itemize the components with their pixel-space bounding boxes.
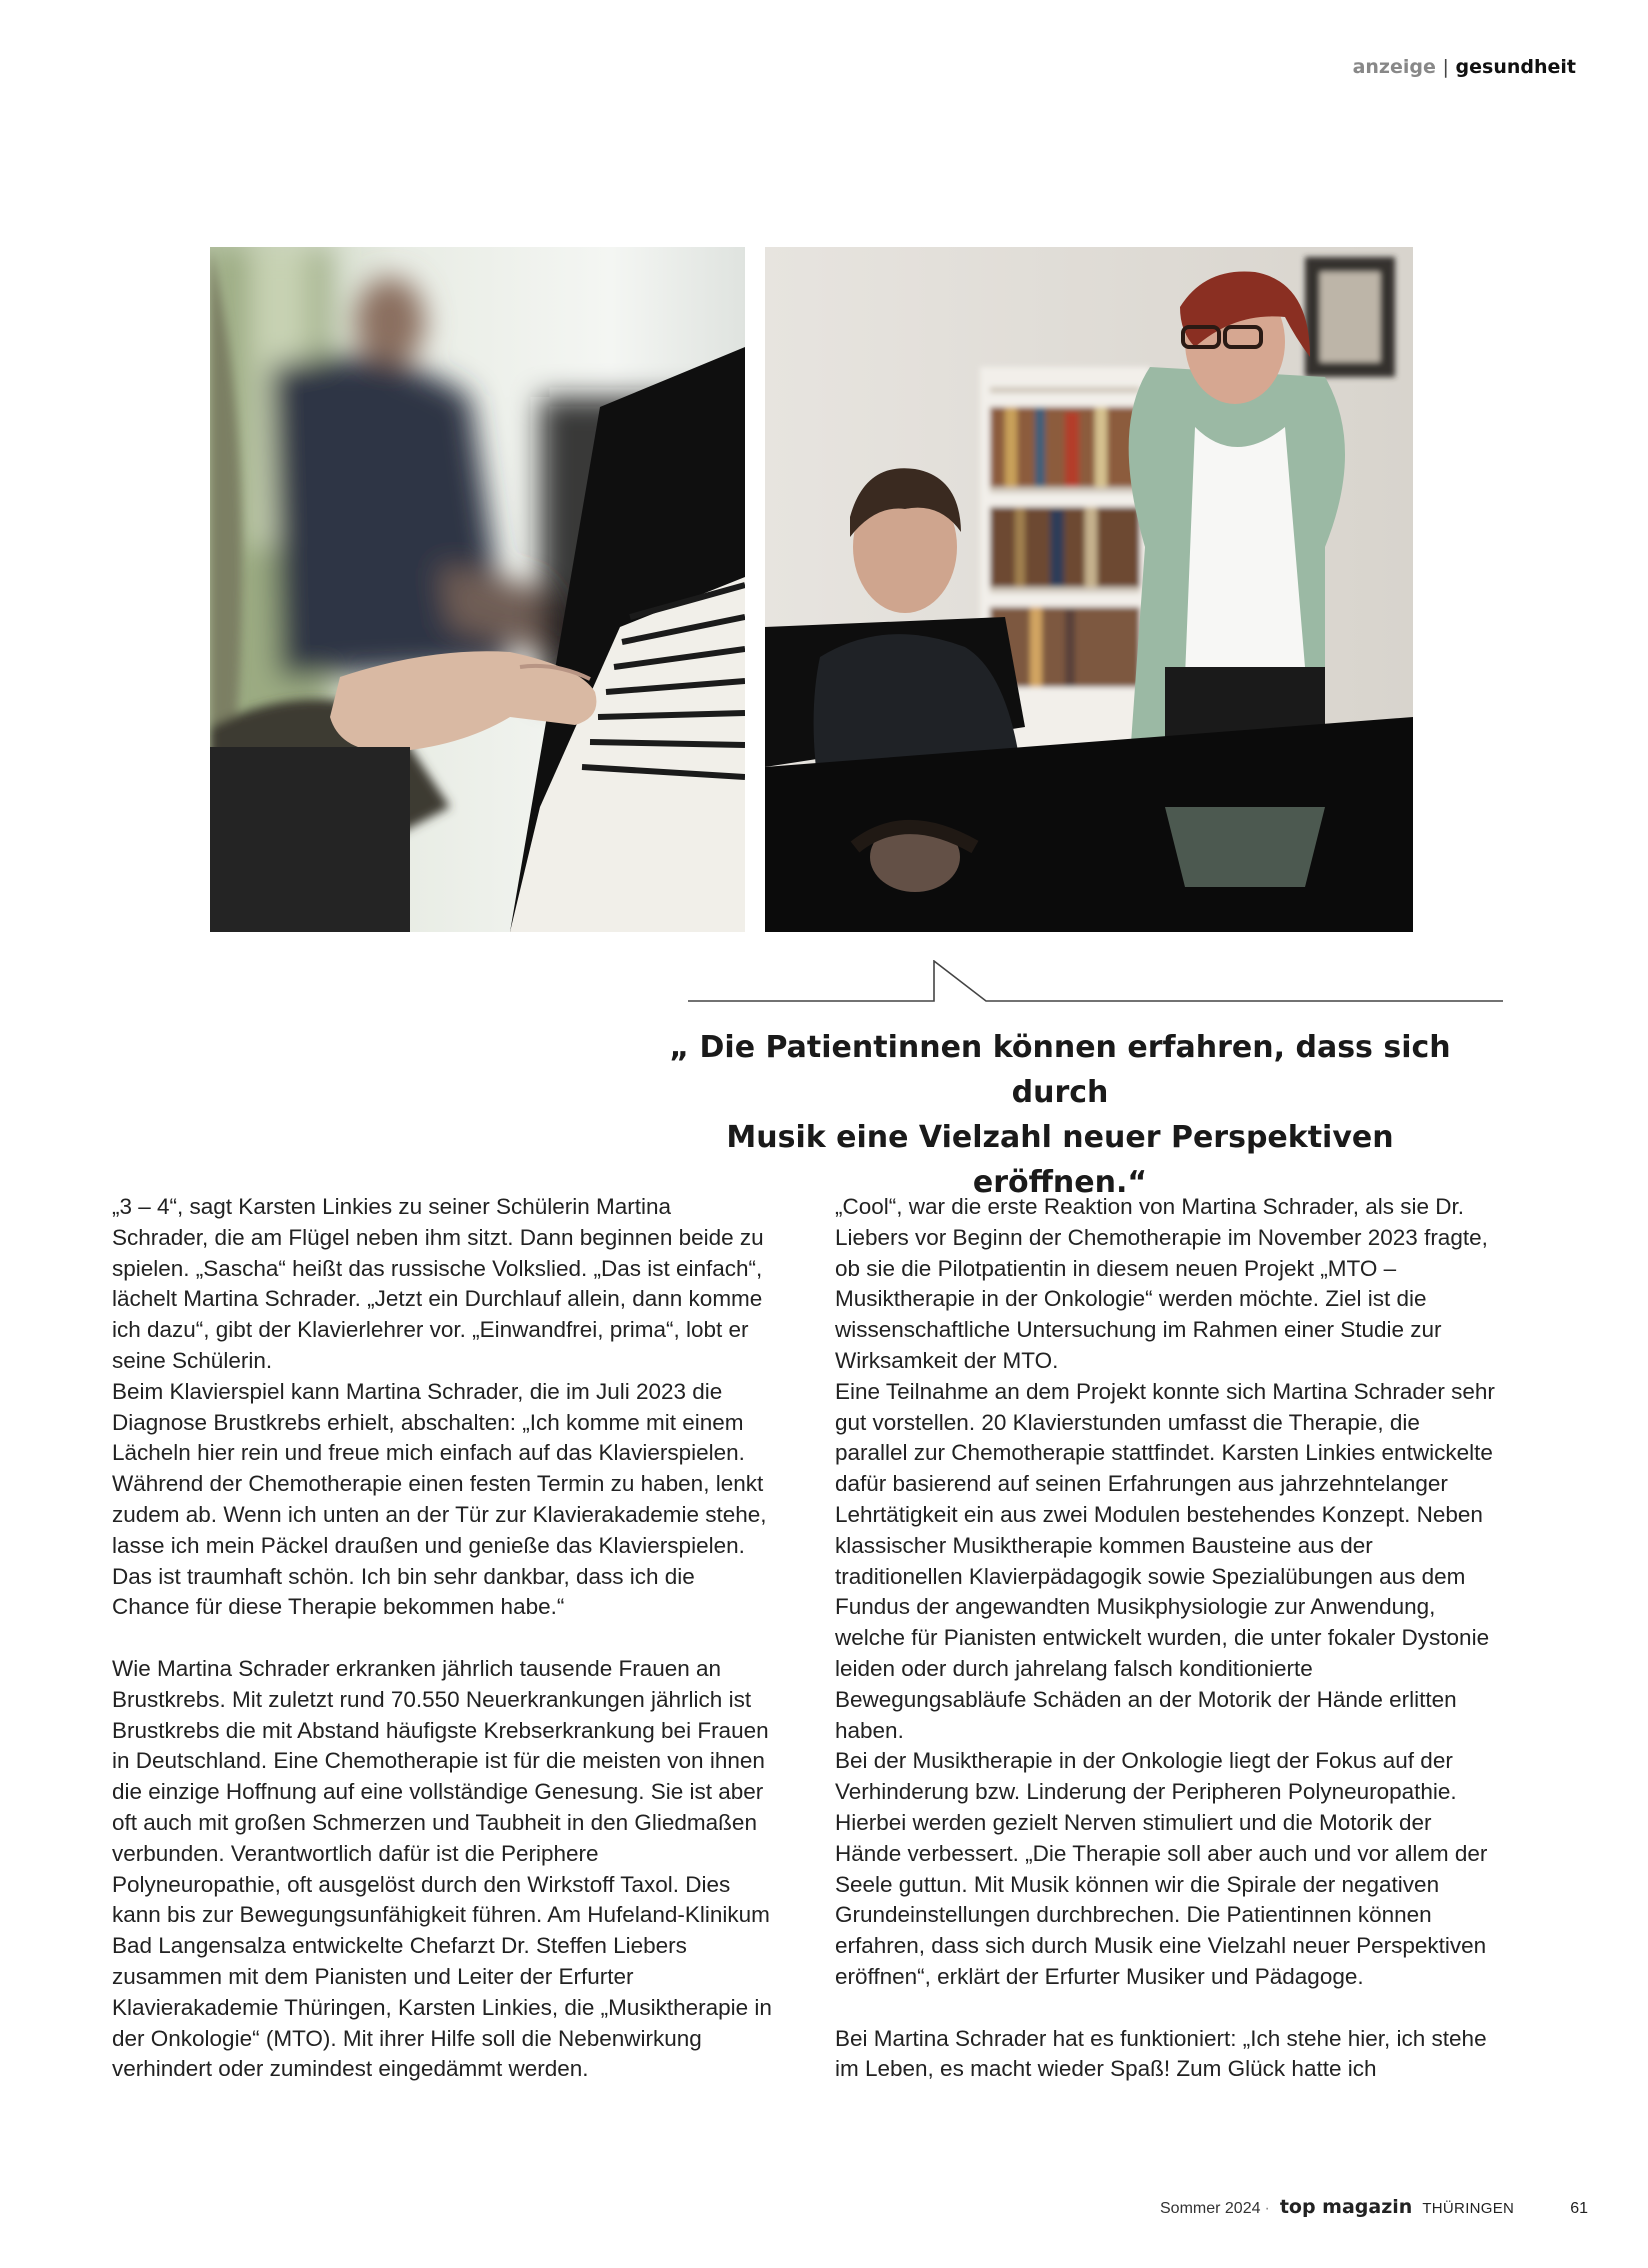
article-paragraph: Beim Klavierspiel kann Martina Schrader, die im Juli 2023 die Diagnose Brustkrebs erhielt, abschalten: „Ich komme mit einem Lächeln hier rein und freue mich einfach auf das Klavierspielen. Während der Chemotherapie einen festen Termin zu haben, lenkt zudem ab. Wenn ich unten an der Tür zur Klavierakademie stehe, lasse ich mein Päckel draußen und genieße das Klavierspielen. Das ist traumhaft schön. Ich bin sehr dankbar, dass ich die Chance für diese Therapie bekommen habe.“ [112, 1378, 767, 1620]
pull-quote-line-2: Musik eine Vielzahl neuer Perspektiven eröffnen.“ [726, 1120, 1394, 1200]
footer-dot: · [1264, 2200, 1270, 2217]
article-paragraph: Bei der Musiktherapie in der Onkologie liegt der Fokus auf der Verhinderung bzw. Linderung der Peripheren Polyneuropathie. Hierbei werden gezielt Nerven stimuliert und die Motorik der Hände verbessert. „Die Therapie soll aber auch und vor allem der Seele guttun. Mit Musik können wir die Spirale der negativen Grundeinstellungen durchbrechen. Die Patientinnen können erfahren, dass sich durch Musik eine Vielzahl neuer Perspektiven eröffnen“, erklärt der Erfurter Musiker und Pädagoge. [835, 1748, 1488, 1989]
article-column-left [112, 1192, 772, 2085]
footer-magazine-name: top magazin [1279, 2196, 1413, 2218]
photo-piano-hands-icon [210, 247, 745, 932]
article-paragraph: Bei Martina Schrader hat es funktioniert: „Ich stehe hier, ich stehe im Leben, es macht wieder Spaß! Zum Glück hatte ich [835, 2025, 1487, 2082]
article-paragraph: Eine Teilnahme an dem Projekt konnte sich Martina Schrader sehr gut vorstellen. 20 Klavierstunden umfasst die Therapie, die parallel zur Chemotherapie stattfindet. Karsten Linkies entwickelte dafür basierend auf seinen Erfahrungen aus jahrzehntelanger Lehrtätigkeit ein aus zwei Modulen bestehendes Konzept. Neben klassischer Musiktherapie kommen Bausteine aus der traditionellen Klavierpädagogik sowie Spezialübungen aus dem Fundus der angewandten Musikphysiologie zur Anwendung, welche für Pianisten entwickelt wurden, die unter fokaler Dystonie leiden oder durch jahrelang falsch konditionierte Bewegungsabläufe Schäden an der Motorik der Hände erlitten haben. [835, 1378, 1495, 1743]
page-footer [1160, 2196, 1588, 2218]
article-column-right [835, 1192, 1495, 2085]
photo-piano-teacher-student-icon [765, 247, 1413, 932]
photo-piano-teacher-student [765, 247, 1413, 932]
footer-issue: Sommer 2024 [1160, 2200, 1261, 2217]
header-section: gesundheit [1455, 56, 1576, 78]
article-paragraph: „Cool“, war die erste Reaktion von Martina Schrader, als sie Dr. Liebers vor Beginn der Chemotherapie im November 2023 fragte, ob sie die Pilotpatientin in diesem neuen Projekt „MTO – Musiktherapie in der Onkologie“ werden möchte. Ziel ist die wissenschaftliche Untersuchung im Rahmen einer Studie zur Wirksamkeit der MTO. [835, 1194, 1488, 1373]
page-number: 61 [1570, 2200, 1588, 2217]
pull-quote-line-1: „ Die Patientinnen können erfahren, dass sich durch [669, 1030, 1451, 1110]
header-separator: | [1442, 56, 1449, 78]
quote-divider [688, 960, 1503, 1008]
footer-region: THÜRINGEN [1422, 2200, 1515, 2217]
photo-piano-hands [210, 247, 745, 932]
header-category: anzeige [1352, 56, 1436, 78]
pull-quote [640, 1025, 1480, 1205]
page-header [1353, 56, 1576, 78]
article-paragraph: „3 – 4“, sagt Karsten Linkies zu seiner Schülerin Martina Schrader, die am Flügel neben ihm sitzt. Dann beginnen beide zu spielen. „Sascha“ heißt das russische Volkslied. „Das ist einfach“, lächelt Martina Schrader. „Jetzt ein Durchlauf allein, dann komme ich dazu“, gibt der Klavierlehrer vor. „Einwandfrei, prima“, lobt er seine Schülerin. [112, 1194, 764, 1373]
article-paragraph: Wie Martina Schrader erkranken jährlich tausende Frauen an Brustkrebs. Mit zuletzt rund 70.550 Neuerkrankungen jährlich ist Brustkrebs die mit Abstand häufigste Krebserkrankung bei Frauen in Deutschland. Eine Chemotherapie ist für die meisten von ihnen die einzige Hoffnung auf eine vollständige Genesung. Sie ist aber oft auch mit großen Schmerzen und Taubheit in den Gliedmaßen verbunden. Verantwortlich dafür ist die Periphere Polyneuropathie, oft ausgelöst durch den Wirkstoff Taxol. Dies kann bis zur Bewegungsunfähigkeit führen. Am Hufeland-Klinikum Bad Langensalza entwickelte Chefarzt Dr. Steffen Liebers zusammen mit dem Pianisten und Leiter der Erfurter Klavierakademie Thüringen, Karsten Linkies, die „Musiktherapie in der Onkologie“ (MTO). Mit ihrer Hilfe soll die Nebenwirkung verhindert oder zumindest eingedämmt werden. [112, 1655, 772, 2082]
